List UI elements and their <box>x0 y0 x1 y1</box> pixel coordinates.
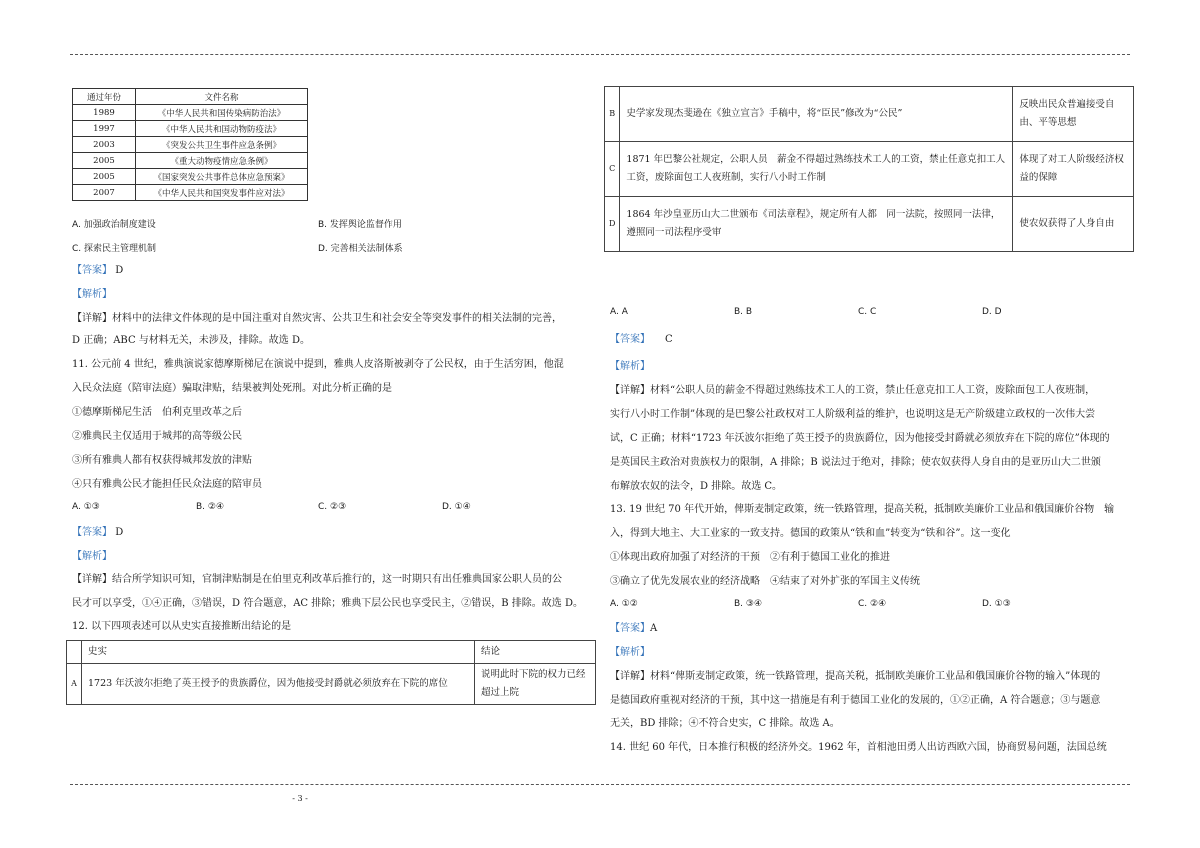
facts-table-right <box>604 86 1134 252</box>
table-row <box>73 185 308 201</box>
q11-item-1: ①德摩斯梯尼生活 伯利克里改革之后 <box>72 407 242 418</box>
row-year: 2005 <box>73 169 136 185</box>
detail-text: 材料“俾斯麦制定政策，统一铁路管理，提高关税，抵制欧美廉价工业品和俄国廉价谷物的输入”体现的 <box>650 671 1101 682</box>
answer-value: C <box>665 334 673 345</box>
q13-stem-line2: 入，得到大地主、大工业家的一致支持。德国的政策从“铁和血”转变为“铁和谷”。这一变化 <box>610 528 1011 539</box>
top-rule <box>70 54 1130 55</box>
q10-option-c: C. 探索民主管理机制 <box>72 244 157 254</box>
header-blank <box>67 641 82 664</box>
row-conclusion: 说明此时下院的权力已经超过上院 <box>475 664 596 705</box>
q12-detail-line1 <box>610 384 1095 398</box>
header-name: 文件名称 <box>136 89 308 105</box>
row-name: 《重大动物疫情应急条例》 <box>136 153 308 169</box>
row-conclusion: 体现了对工人阶级经济权益的保障 <box>1013 142 1134 197</box>
table-row <box>73 153 308 169</box>
facts-table-left <box>66 640 596 705</box>
row-name: 《中华人民共和国动物防疫法》 <box>136 121 308 137</box>
q11-stem-line2: 入民众法庭（陪审法庭）骗取津贴，结果被判处死刑。对此分析正确的是 <box>72 383 392 394</box>
q12-detail-line4: 是英国民主政治对贵族权力的限制，A 排除；B 说法过于绝对，排除；使农奴获得人身自由的是亚历山大二世颁 <box>610 457 1101 468</box>
q10-detail-line1 <box>72 312 562 326</box>
table-row <box>73 121 308 137</box>
q13-analysis-tag: 【解析】 <box>610 647 650 658</box>
q13-detail-line2: 是德国政府重视对经济的干预，其中这一措施是有利于德国工业化的发展的，①②正确，A 符合题意；③与题意 <box>610 695 1101 706</box>
q13-option-b: B. ③④ <box>734 599 763 609</box>
row-year: 2005 <box>73 153 136 169</box>
detail-tag: 【详解】 <box>610 671 650 682</box>
q13-option-a: A. ①② <box>610 599 638 609</box>
q12-option-c: C. C <box>858 307 877 317</box>
q12-analysis-tag: 【解析】 <box>610 361 650 372</box>
q12-stem: 12. 以下四项表述可以从史实直接推断出结论的是 <box>72 621 292 632</box>
q11-detail-line1 <box>72 573 562 587</box>
bottom-rule <box>70 784 1130 785</box>
q10-answer <box>72 264 123 278</box>
table-header-row <box>73 89 308 105</box>
table-row <box>73 137 308 153</box>
q13-stem-line1: 13. 19 世纪 70 年代开始，俾斯麦制定政策，统一铁路管理，提高关税，抵制欧美廉价工业品和俄国廉价谷物 输 <box>610 504 1115 515</box>
q11-option-a: A. ①③ <box>72 502 100 512</box>
q13-option-c: C. ②④ <box>858 599 887 609</box>
q12-detail-line3: 试，C 正确；材料“1723 年沃波尔拒绝了英王授予的贵族爵位，因为他接受封爵就必须放弃在下院的席位”体现的 <box>610 433 1110 444</box>
row-fact: 1723 年沃波尔拒绝了英王授予的贵族爵位，因为他接受封爵就必须放弃在下院的席位 <box>82 664 475 705</box>
row-letter: B <box>605 87 620 142</box>
header-year: 通过年份 <box>73 89 136 105</box>
q13-detail-line1 <box>610 670 1100 684</box>
answer-value: D <box>115 527 124 538</box>
table-row <box>67 664 596 705</box>
q11-option-b: B. ②④ <box>196 502 225 512</box>
q11-item-4: ④只有雅典公民才能担任民众法庭的陪审员 <box>72 479 262 490</box>
header-fact: 史实 <box>82 641 475 664</box>
row-fact: 1871 年巴黎公社规定，公职人员 薪金不得超过熟练技术工人的工资，禁止任意克扣工人工资，废除面包工人夜班制，实行八小时工作制 <box>620 142 1013 197</box>
row-name: 《国家突发公共事件总体应急预案》 <box>136 169 308 185</box>
q10-analysis-tag: 【解析】 <box>72 289 112 300</box>
row-conclusion: 反映出民众普遍接受自由、平等思想 <box>1013 87 1134 142</box>
law-documents-table <box>72 88 308 201</box>
row-year: 1989 <box>73 105 136 121</box>
q12-option-a: A. A <box>610 307 628 317</box>
q10-option-d: D. 完善相关法制体系 <box>318 244 403 254</box>
q11-detail-line2: 民才可以享受，①④正确，③错误，D 符合题意，AC 排除；雅典下层公民也享受民主，②错误，B 排除。故选 D。 <box>72 598 583 609</box>
q11-stem-line1: 11. 公元前 4 世纪，雅典演说家德摩斯梯尼在演说中提到，雅典人皮洛斯被剥夺了公民权，由于生活穷困，他混 <box>72 359 564 370</box>
header-conclusion: 结论 <box>475 641 596 664</box>
detail-text: 材料中的法律文件体现的是中国注重对自然灾害、公共卫生和社会安全等突发事件的相关法制的完善， <box>112 313 562 324</box>
q13-answer <box>610 622 657 636</box>
page-number: - 3 - <box>292 794 308 803</box>
q11-item-3: ③所有雅典人都有权获得城邦发放的津贴 <box>72 455 252 466</box>
answer-tag: 【答案】 <box>610 623 650 634</box>
q12-answer <box>610 333 673 347</box>
detail-text: 结合所学知识可知，官制津贴制是在伯里克利改革后推行的，这一时期只有出任雅典国家公职人员的公 <box>112 574 562 585</box>
answer-value: D <box>115 265 124 276</box>
table-row <box>605 142 1134 197</box>
table-row <box>73 105 308 121</box>
table-header-row <box>67 641 596 664</box>
q13-detail-line3: 无关，BD 排除；④不符合史实，C 排除。故选 A。 <box>610 718 840 729</box>
row-name: 《突发公共卫生事件应急条例》 <box>136 137 308 153</box>
row-letter: C <box>605 142 620 197</box>
row-name: 《中华人民共和国突发事件应对法》 <box>136 185 308 201</box>
q12-detail-line5: 布解放农奴的法令，D 排除。故选 C。 <box>610 481 783 492</box>
row-letter: A <box>67 664 82 705</box>
q11-analysis-tag: 【解析】 <box>72 551 112 562</box>
detail-tag: 【详解】 <box>72 574 112 585</box>
q10-option-a: A. 加强政治制度建设 <box>72 220 156 230</box>
row-year: 2003 <box>73 137 136 153</box>
table-row <box>605 87 1134 142</box>
answer-tag: 【答案】 <box>610 334 645 345</box>
row-name: 《中华人民共和国传染病防治法》 <box>136 105 308 121</box>
q10-option-b: B. 发挥舆论监督作用 <box>318 220 402 230</box>
q11-option-d: D. ①④ <box>442 502 471 512</box>
detail-text: 材料“公职人员的薪金不得超过熟练技术工人的工资，禁止任意克扣工人工资，废除面包工人夜班制， <box>650 385 1096 396</box>
answer-tag: 【答案】 <box>72 265 112 276</box>
q12-detail-line2: 实行八小时工作制”体现的是巴黎公社政权对工人阶级利益的维护，也说明这是无产阶级建立政权的一次伟大尝 <box>610 409 1096 420</box>
row-letter: D <box>605 197 620 252</box>
q11-item-2: ②雅典民主仅适用于城邦的高等级公民 <box>72 431 242 442</box>
answer-value: A <box>650 623 658 634</box>
row-fact: 1864 年沙皇亚历山大二世颁布《司法章程》，规定所有人都 同一法院，按照同一法律，遵照同一司法程序受审 <box>620 197 1013 252</box>
q12-option-d: D. D <box>982 307 1002 317</box>
q13-items-line1: ①体现出政府加强了对经济的干预 ②有利于德国工业化的推进 <box>610 552 890 563</box>
table-row <box>73 169 308 185</box>
detail-tag: 【详解】 <box>610 385 650 396</box>
q14-stem: 14. 世纪 60 年代，日本推行积极的经济外交。1962 年，首相池田勇人出访西欧六国，协商贸易问题，法国总统 <box>610 742 1107 753</box>
row-fact: 史学家发现杰斐逊在《独立宣言》手稿中，将“臣民”修改为“公民” <box>620 87 1013 142</box>
row-year: 2007 <box>73 185 136 201</box>
row-conclusion: 使农奴获得了人身自由 <box>1013 197 1134 252</box>
q13-items-line2: ③确立了优先发展农业的经济战略 ④结束了对外扩张的军国主义传统 <box>610 576 920 587</box>
answer-tag: 【答案】 <box>72 527 112 538</box>
q10-detail-line2: D 正确；ABC 与材料无关，未涉及，排除。故选 D。 <box>72 335 310 346</box>
detail-tag: 【详解】 <box>72 313 112 324</box>
row-year: 1997 <box>73 121 136 137</box>
q11-option-c: C. ②③ <box>318 502 347 512</box>
q13-option-d: D. ①③ <box>982 599 1011 609</box>
q12-option-b: B. B <box>734 307 753 317</box>
q11-answer <box>72 526 123 540</box>
table-row <box>605 197 1134 252</box>
